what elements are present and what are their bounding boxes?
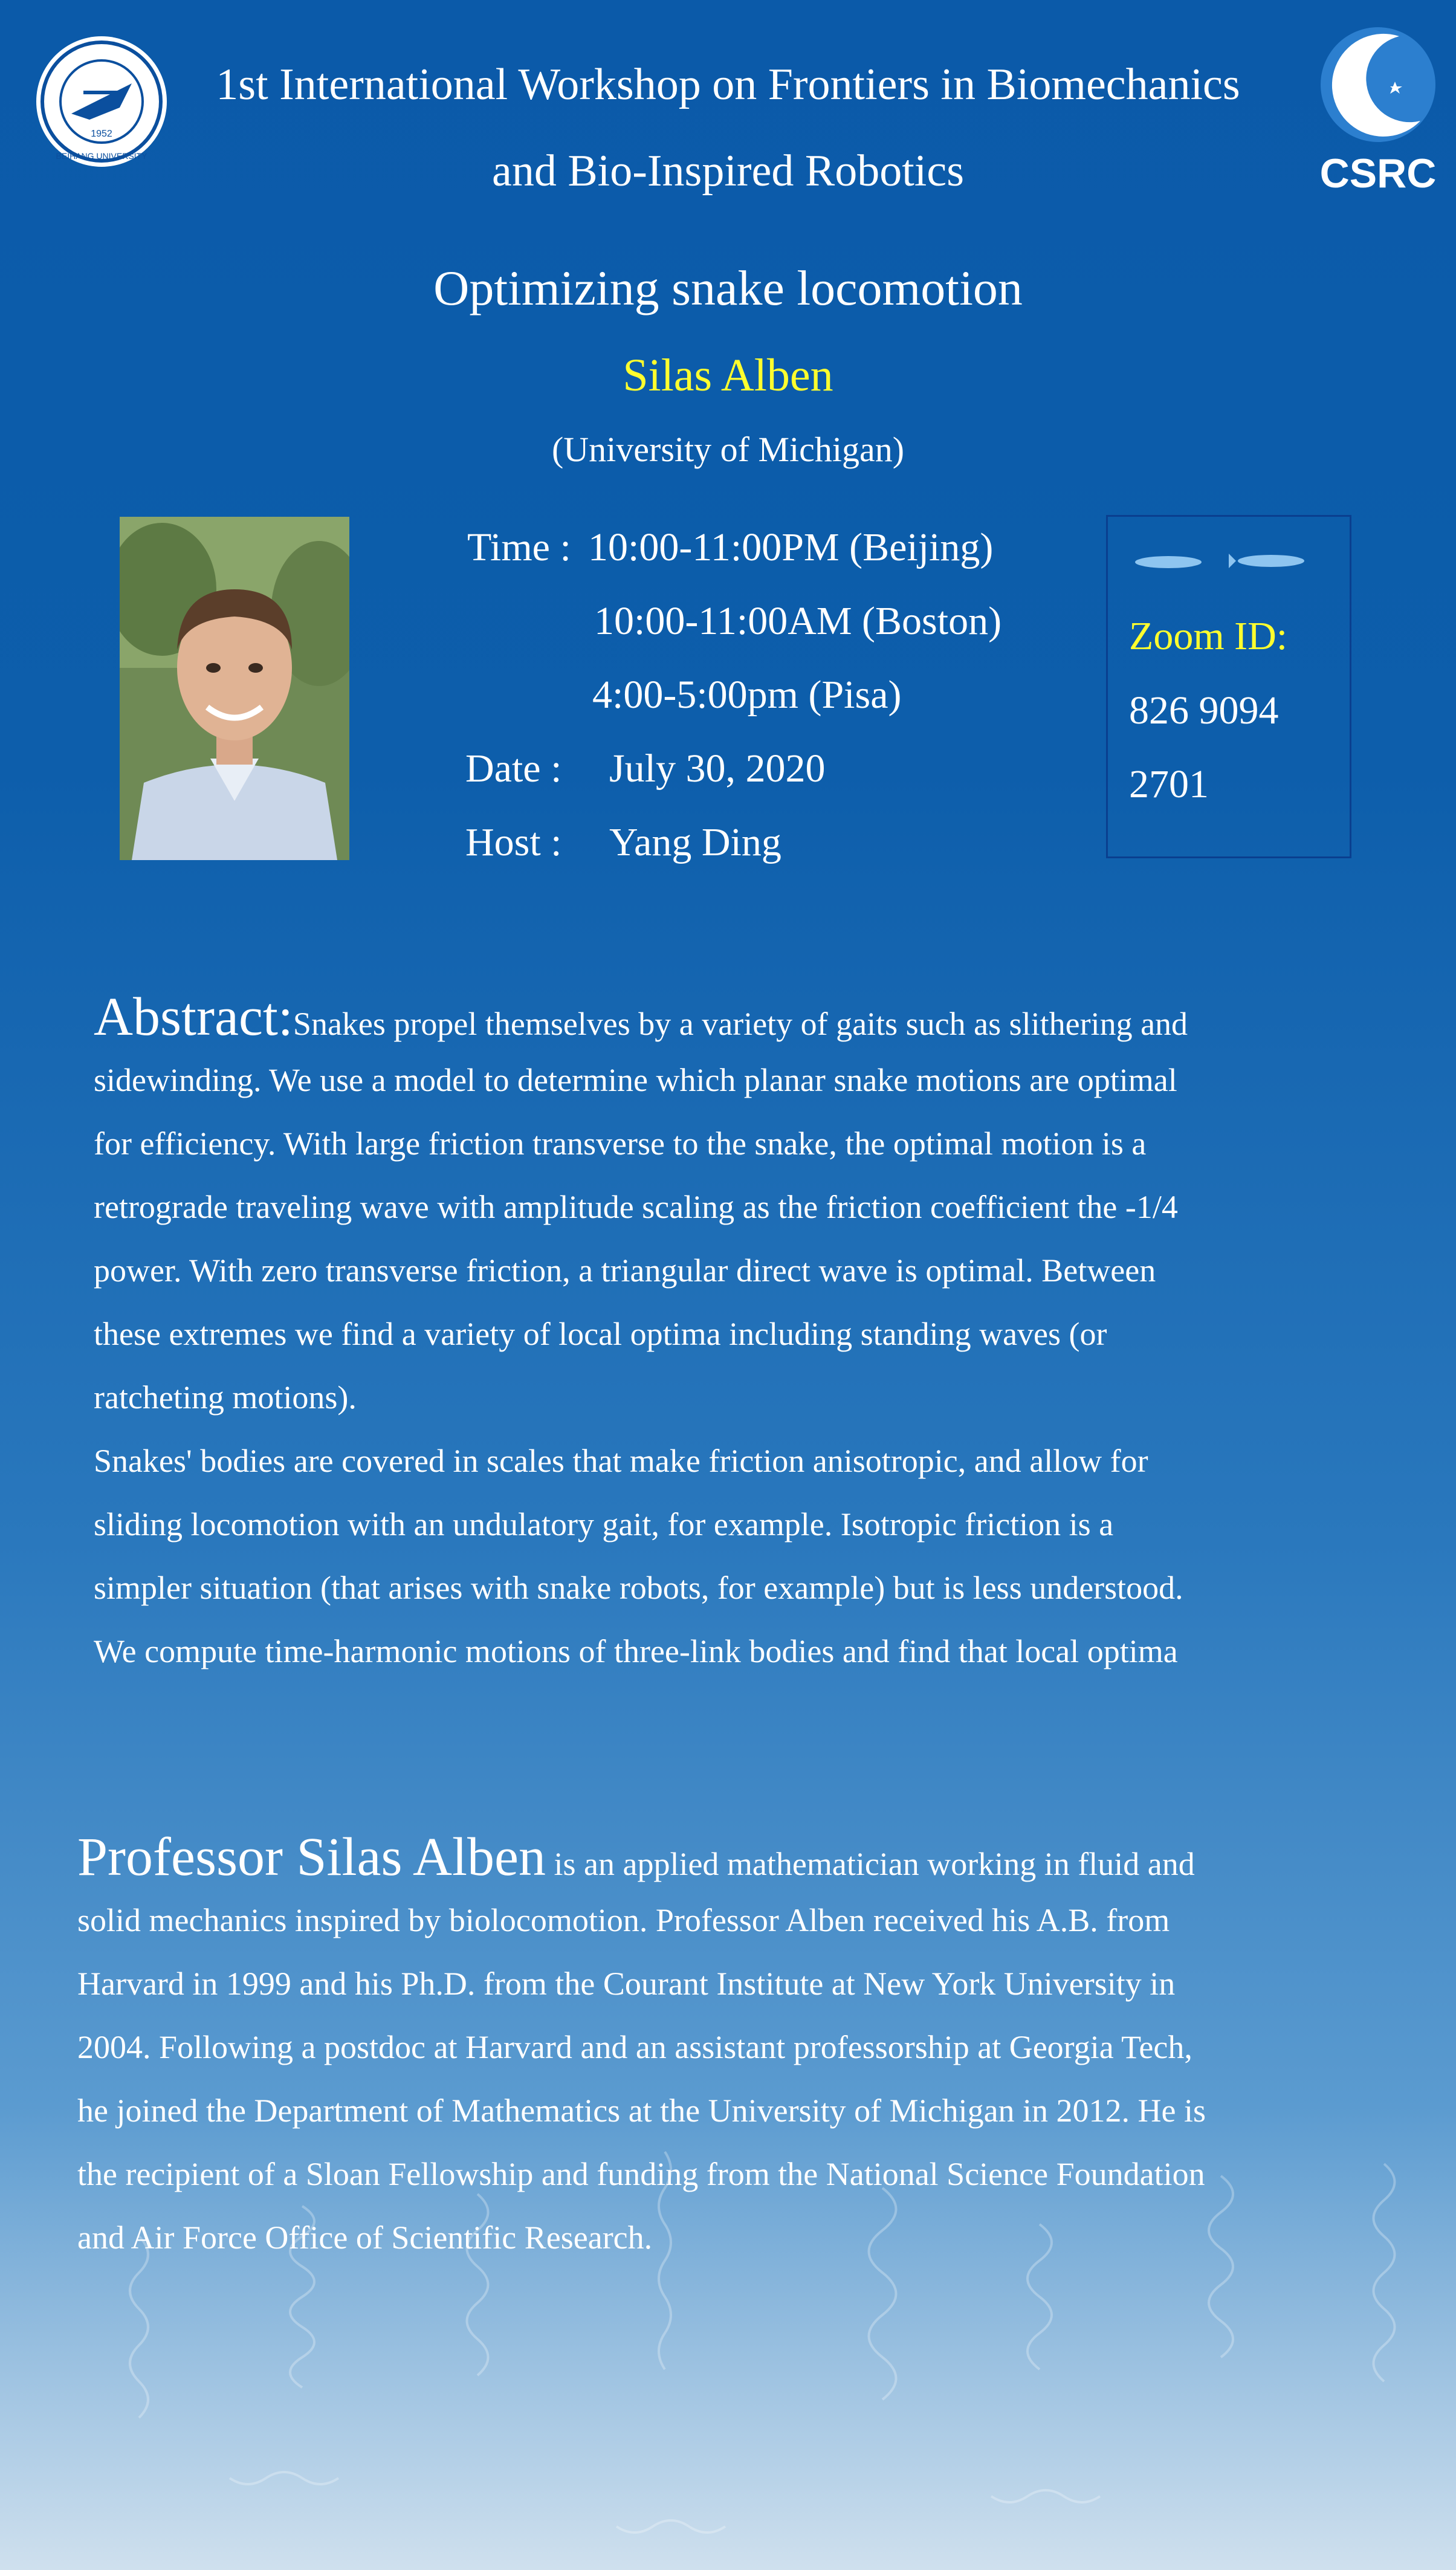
bio-line: solid mechanics inspired by biolocomotion. Professor Alben received his A.B. from [77, 1902, 1170, 1938]
logo-year: 1952 [91, 129, 112, 139]
bio-line: Harvard in 1999 and his Ph.D. from the Courant Institute at New York University in [77, 1966, 1176, 2002]
bio-section [77, 1825, 1377, 2270]
bio-line: and Air Force Office of Scientific Research. [77, 2219, 653, 2256]
abstract-line: for efficiency. With large friction transverse to the snake, the optimal motion is a [94, 1125, 1147, 1162]
time-pisa: 4:00-5:00pm (Pisa) [592, 673, 902, 717]
time-beijing: 10:00-11:00PM (Beijing) [588, 525, 994, 569]
host-label: Host : [465, 820, 562, 864]
abstract-line: We compute time-harmonic motions of three-link bodies and find that local optima [94, 1633, 1178, 1669]
abstract-line: power. With zero transverse friction, a triangular direct wave is optimal. Between [94, 1252, 1156, 1289]
bio-heading: Professor Silas Alben [77, 1827, 546, 1887]
zoom-id-label: Zoom ID: [1129, 614, 1288, 658]
abstract-line: sliding locomotion with an undulatory gait, for example. Isotropic friction is a [94, 1506, 1114, 1542]
time-boston: 10:00-11:00AM (Boston) [594, 599, 1002, 643]
bio-line: is an applied mathematician working in fluid and [545, 1846, 1195, 1882]
workshop-title-line2: and Bio-Inspired Robotics [491, 146, 964, 196]
zoom-id-line1: 826 9094 [1129, 688, 1279, 733]
date-value: July 30, 2020 [609, 746, 826, 791]
abstract-heading: Abstract: [94, 987, 293, 1047]
speaker-photo [120, 517, 349, 860]
abstract-line: simpler situation (that arises with snake robots, for example) but is less understood. [94, 1570, 1183, 1606]
workshop-title-line1: 1st International Workshop on Frontiers in Biomechanics [216, 60, 1240, 109]
bio-line: 2004. Following a postdoc at Harvard and an assistant professorship at Georgia Tech, [77, 2029, 1192, 2065]
bio-line: he joined the Department of Mathematics at the University of Michigan in 2012. He is [77, 2093, 1206, 2129]
abstract-line: ratcheting motions). [94, 1379, 357, 1416]
csrc-logo-text: CSRC [1319, 151, 1437, 196]
talk-title: Optimizing snake locomotion [433, 261, 1023, 316]
abstract-line: sidewinding. We use a model to determine which planar snake motions are optimal [94, 1062, 1177, 1098]
abstract-line: retrograde traveling wave with amplitude scaling as the friction coefficient the -1/4 [94, 1189, 1178, 1225]
fish-icon [1132, 544, 1319, 580]
time-label: Time : [467, 525, 571, 569]
host-value: Yang Ding [609, 820, 781, 864]
zoom-id-line2: 2701 [1129, 762, 1209, 806]
abstract-section [94, 985, 1363, 1683]
speaker-affiliation: (University of Michigan) [551, 430, 905, 469]
bio-line: the recipient of a Sloan Fellowship and funding from the National Science Foundation [77, 2156, 1205, 2192]
speaker-name: Silas Alben [623, 350, 833, 401]
date-label: Date : [465, 746, 562, 791]
abstract-line: Snakes' bodies are covered in scales that make friction anisotropic, and allow for [94, 1443, 1148, 1479]
abstract-line: these extremes we find a variety of local optima including standing waves (or [94, 1316, 1107, 1352]
abstract-line: Snakes propel themselves by a variety of gaits such as slithering and [293, 1006, 1188, 1042]
logo-text: BEIHANG UNIVERSITY [56, 151, 147, 161]
